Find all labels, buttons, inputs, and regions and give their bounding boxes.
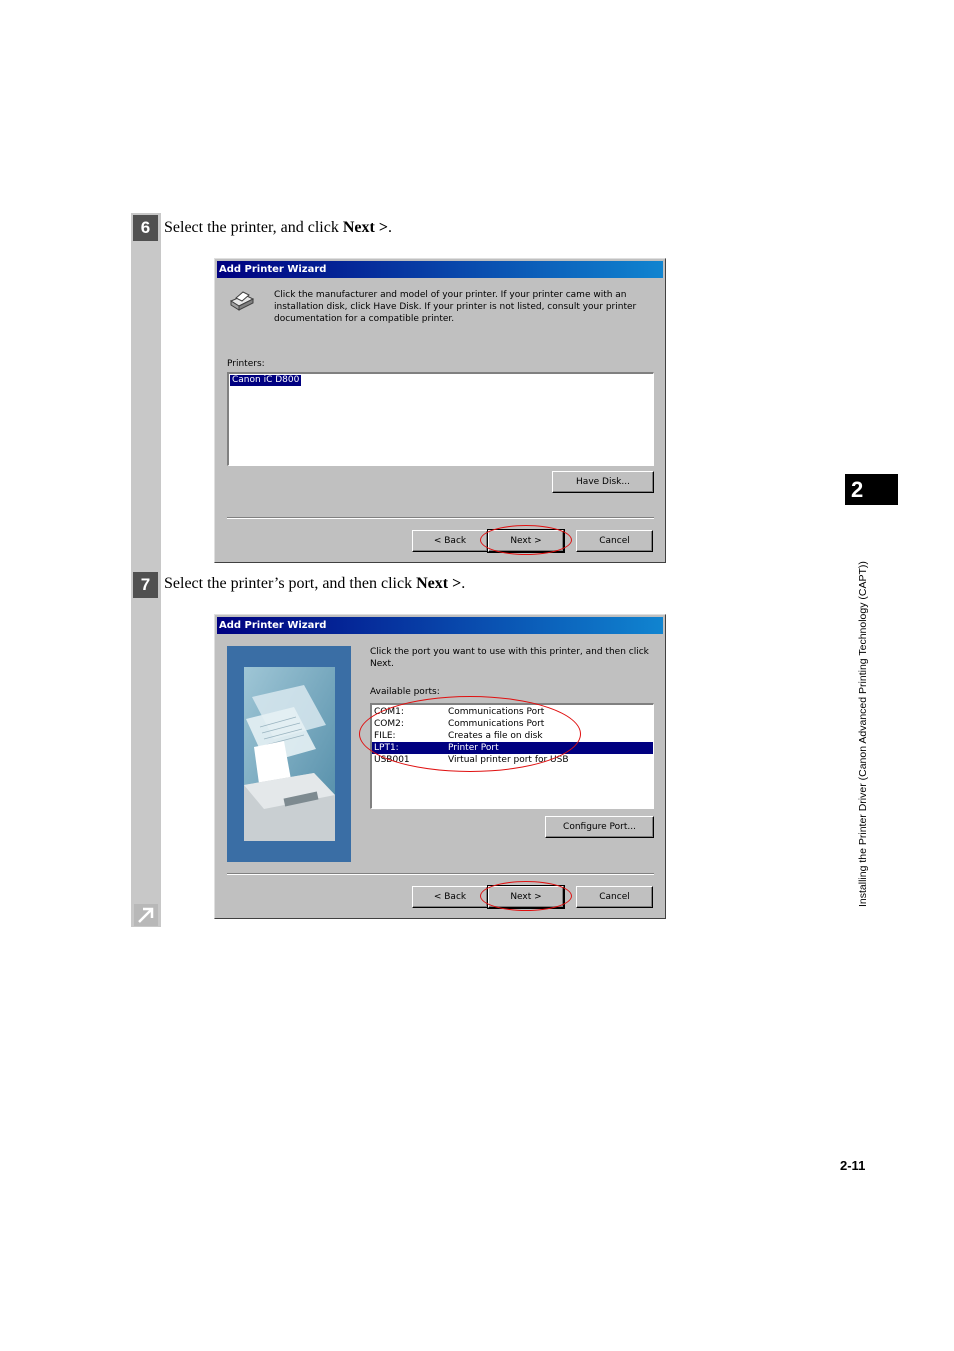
port-name: FILE: (374, 731, 396, 741)
port-name: LPT1: (374, 743, 399, 753)
port-description: Virtual printer port for USB (448, 755, 569, 765)
port-row-com2[interactable] (372, 718, 653, 730)
step-7-instruction (164, 574, 465, 594)
add-printer-wizard-dialog-2 (214, 614, 666, 919)
separator (227, 873, 654, 875)
step-6-number: 6 (133, 215, 158, 241)
next-button[interactable]: Next > (488, 886, 564, 908)
page-number: 2-11 (840, 1158, 866, 1173)
port-description: Communications Port (448, 719, 545, 729)
step-7-next-bold: Next > (416, 575, 462, 592)
printer-icon (227, 289, 255, 313)
have-disk-button[interactable]: Have Disk... (552, 471, 654, 493)
printer-illustration (244, 667, 335, 841)
dialog-title: Add Printer Wizard (217, 261, 663, 278)
available-ports-label: Available ports: (370, 687, 440, 697)
port-name: USB001 (374, 755, 410, 765)
step-6-next-bold: Next > (342, 219, 388, 236)
chapter-tab: 2 (845, 474, 898, 505)
configure-port-button[interactable]: Configure Port... (545, 816, 654, 838)
step-6-period: . (387, 219, 392, 236)
port-description: Printer Port (448, 743, 499, 753)
port-description: Creates a file on disk (448, 731, 543, 741)
step-6-text: Select the printer, and click (164, 219, 343, 236)
back-button[interactable]: < Back (412, 886, 488, 908)
chapter-title-vertical: Installing the Printer Driver (Canon Advanced Printing Technology (CAPT)) (857, 561, 869, 907)
printers-listbox[interactable] (227, 372, 654, 466)
wizard-graphic-panel (227, 646, 351, 862)
step-gutter (131, 213, 161, 927)
separator (227, 517, 654, 519)
next-button[interactable]: Next > (488, 530, 564, 552)
step-7-text: Select the printer’s port, and then click (164, 575, 417, 592)
continued-arrow-icon (134, 904, 158, 926)
dialog-instruction: Click the manufacturer and model of your printer. If your printer came with an installation disk, click Have Disk. If your printer is not listed, consult your printer documentation for a compatible printer. (274, 290, 637, 324)
port-name: COM2: (374, 719, 404, 729)
port-description: Communications Port (448, 707, 545, 717)
printers-label: Printers: (227, 359, 265, 369)
step-6-instruction (164, 218, 392, 238)
dialog-title: Add Printer Wizard (217, 617, 663, 634)
cancel-button[interactable]: Cancel (576, 886, 653, 908)
port-name: COM1: (374, 707, 404, 717)
port-row-lpt1-selected[interactable] (372, 742, 653, 754)
step-7-number: 7 (133, 572, 158, 598)
cancel-button[interactable]: Cancel (576, 530, 653, 552)
step-7-period: . (461, 575, 466, 592)
port-row-com1[interactable] (372, 706, 653, 718)
add-printer-wizard-dialog-1 (214, 258, 666, 563)
port-row-usb001[interactable] (372, 754, 653, 766)
ports-listbox[interactable] (370, 703, 654, 809)
back-button[interactable]: < Back (412, 530, 488, 552)
port-row-file[interactable] (372, 730, 653, 742)
dialog-instruction: Click the port you want to use with this printer, and then click Next. (370, 647, 649, 669)
printer-item[interactable]: Canon iC D800 (232, 375, 300, 385)
